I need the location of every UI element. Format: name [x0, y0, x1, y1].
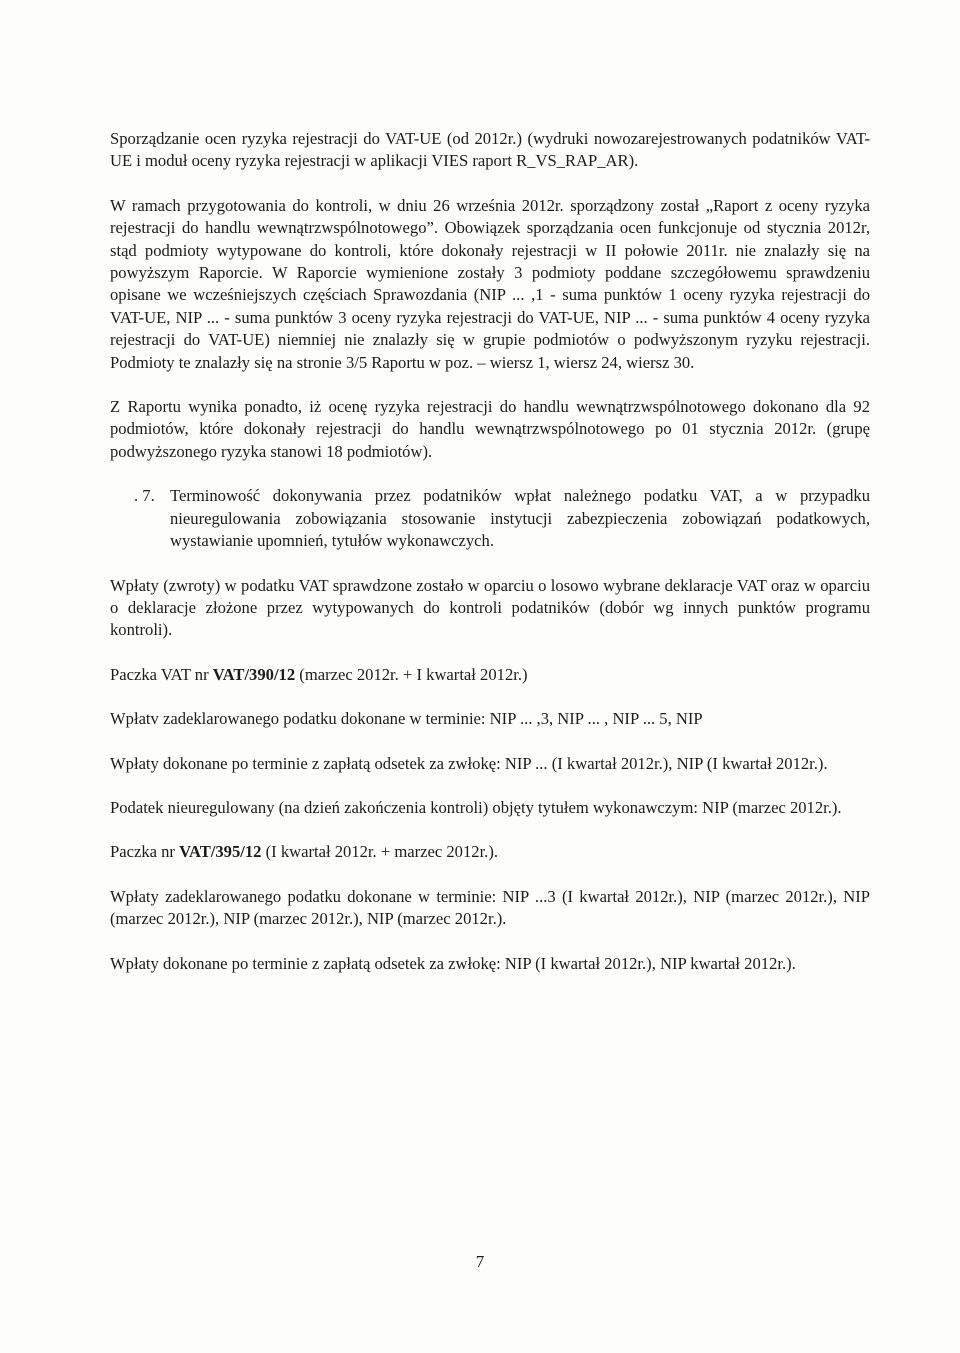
batch-1-title: Paczka VAT nr VAT/390/12 (marzec 2012r. + I kwartał 2012r.) [110, 664, 528, 684]
section-item-7 [110, 485, 870, 552]
section-heading-text: Terminowość dokonywania przez podatników wpłat należnego podatku VAT, a w przypadku nieuregulowania zobowiązania stosowanie instytucji zabezpieczenia zobowiązań podatkowych, wystawianie upomnień, tytułów wykonawczych. [170, 486, 870, 551]
paragraph-vat-ue-risk-intro: Sporządzanie ocen ryzyka rejestracji do VAT-UE (od 2012r.) (wydruki nowozarejestrowanych podatników VAT-UE i moduł oceny ryzyka rejestracji w aplikacji VIES raport R_VS_RAP_AR). [110, 129, 870, 171]
paragraph-report-summary: Z Raportu wynika ponadto, iż ocenę ryzyka rejestracji do handlu wewnątrzwspólnotowego dokonano dla 92 podmiotów, które dokonały rejestracji do handlu wewnątrzwspólnotowego po 01 stycznia 2012r. (grupę podwyższonego ryzyka stanowi 18 podmiotów). [110, 397, 870, 461]
batch-2-title: Paczka nr VAT/395/12 (I kwartał 2012r. + marzec 2012r.). [110, 842, 499, 862]
batch-2-late: Wpłaty dokonane po terminie z zapłatą odsetek za zwłokę: NIP (I kwartał 2012r.), NIP kwartał 2012r.). [110, 953, 796, 973]
section-number: . 7. [134, 486, 155, 506]
batch-1-id: VAT/390/12 [212, 664, 296, 684]
batch-1-on-time: Wpłatv zadeklarowanego podatku dokonane w terminie: NIP ... ,3, NIP ... , NIP ... 5, NIP [110, 709, 703, 729]
paragraph-payments-checked: Wpłaty (zwroty) w podatku VAT sprawdzone zostało w oparciu o losowo wybrane deklaracje VAT oraz w oparciu o deklaracje złożone przez wytypowanych do kontroli podatników (dobór wg innych punktów programu kontroli). [110, 575, 870, 640]
document-body [110, 128, 870, 997]
batch-1-unpaid: Podatek nieuregulowany (na dzień zakończenia kontroli) objęty tytułem wykonawczym: NIP (marzec 2012r.). [110, 797, 842, 817]
batch-2-on-time: Wpłaty zadeklarowanego podatku dokonane w terminie: NIP ...3 (I kwartał 2012r.), NIP (marzec 2012r.), NIP (marzec 2012r.), NIP (marzec 2012r.), NIP (marzec 2012r.). [110, 886, 870, 929]
paragraph-risk-report: W ramach przygotowania do kontroli, w dniu 26 września 2012r. sporządzony został „Raport z oceny ryzyka rejestracji do handlu wewnątrzwspólnotowego”. Obowiązek sporządzania ocen funkcjonuje od stycznia 2012r, stąd podmioty wytypowane do kontroli, które dokonały rejestracji w II połowie 2011r. nie znalazły się na powyższym Raporcie. W Raporcie wymienione zostały 3 podmioty poddane szczegółowemu sprawdzeniu opisane we wcześniejszych częściach Sprawozdania (NIP ... ,1 - suma punktów 1 oceny ryzyka rejestracji do VAT-UE, NIP ... - suma punktów 3 oceny ryzyka rejestracji do VAT-UE, NIP ... - suma punktów 4 oceny ryzyka rejestracji do VAT-UE) niemniej nie znalazły się w grupie podmiotów o podwyższonym ryzyku rejestracji. Podmioty te znalazły się na stronie 3/5 Raportu w poz. – wiersz 1, wiersz 24, wiersz 30. [110, 195, 870, 372]
batch-2-id: VAT/395/12 [179, 842, 262, 862]
page-number: 7 [475, 1252, 485, 1271]
batch-1-late: Wpłaty dokonane po terminie z zapłatą odsetek za zwłokę: NIP ... (I kwartał 2012r.), NIP (I kwartał 2012r.). [110, 753, 828, 773]
